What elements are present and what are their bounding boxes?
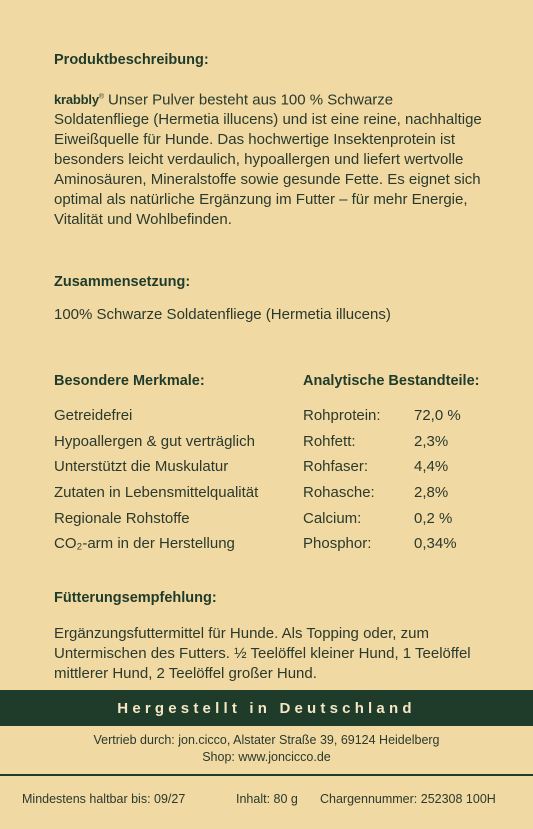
analysis-value: 4,4% xyxy=(414,458,449,476)
section-title-features: Besondere Merkmale: xyxy=(54,373,205,389)
analysis-label: Calcium: xyxy=(303,509,362,527)
features-list xyxy=(54,406,258,560)
composition-text: 100% Schwarze Soldatenfliege (Hermetia illucens) xyxy=(54,306,391,323)
brand-logo: krabbly® xyxy=(54,92,104,108)
analysis-value: 72,0 % xyxy=(414,407,461,424)
section-title-description: Produktbeschreibung: xyxy=(54,52,209,68)
shop-link[interactable]: Shop: www.joncicco.de xyxy=(202,750,331,764)
distribution-text: Vertrieb durch: jon.cicco, Alstater Straße 39, 69124 Heidelberg xyxy=(93,733,440,747)
product-description xyxy=(54,88,484,230)
feature-item: Unterstützt die Muskulatur xyxy=(54,458,229,476)
section-title-feeding: Fütterungsempfehlung: xyxy=(54,590,217,606)
analysis-label: Rohasche: xyxy=(303,484,375,502)
best-before-text: Mindestens haltbar bis: 09/27 xyxy=(22,792,186,806)
content-weight-text: Inhalt: 80 g xyxy=(236,792,298,806)
made-in-banner: Hergestellt in Deutschland xyxy=(0,690,533,726)
analysis-label: Rohprotein: xyxy=(303,407,381,424)
footer-divider xyxy=(0,774,533,776)
feeding-text: Ergänzungsfuttermittel für Hunde. Als Topping oder, zum Untermischen des Futters. ½ Teelöffel kleiner Hund, 1 Teelöffel mittlerer Hund, 2 Teelöffel großer Hund. xyxy=(54,625,471,682)
feature-item: CO₂-arm in der Herstellung xyxy=(54,535,235,553)
analysis-value: 2,3% xyxy=(414,432,449,450)
analysis-labels xyxy=(303,406,381,560)
analysis-label: Rohfaser: xyxy=(303,458,369,476)
feature-item: Getreidefrei xyxy=(54,407,133,424)
analysis-values xyxy=(414,406,461,560)
analysis-value: 2,8% xyxy=(414,484,449,502)
section-title-composition: Zusammensetzung: xyxy=(54,274,191,290)
batch-number-text: Chargennummer: 252308 100H xyxy=(320,792,496,806)
section-title-analysis: Analytische Bestandteile: xyxy=(303,373,480,389)
feature-item: Hypoallergen & gut verträglich xyxy=(54,432,255,450)
analysis-value: 0,2 % xyxy=(414,509,453,527)
analysis-value: 0,34% xyxy=(414,535,457,553)
feature-item: Regionale Rohstoffe xyxy=(54,509,190,527)
feature-item: Zutaten in Lebensmittelqualität xyxy=(54,484,259,502)
analysis-label: Phosphor: xyxy=(303,535,372,553)
analysis-label: Rohfett: xyxy=(303,432,356,450)
description-text: Unser Pulver besteht aus 100 % Schwarze Soldatenfliege (Hermetia illucens) und ist eine reine, nachhaltige Eiweißquelle für Hunde. Das hochwertige Insektenprotein ist besonders leicht verdaulich, hypoallergen und liefert wertvolle Aminosäuren, Mineralstoffe sowie gesunde Fette. Es eignet sich optimal als natürliche Ergänzung im Futter – für mehr Energie, Vitalität und Wohlbefinden. xyxy=(54,91,482,229)
